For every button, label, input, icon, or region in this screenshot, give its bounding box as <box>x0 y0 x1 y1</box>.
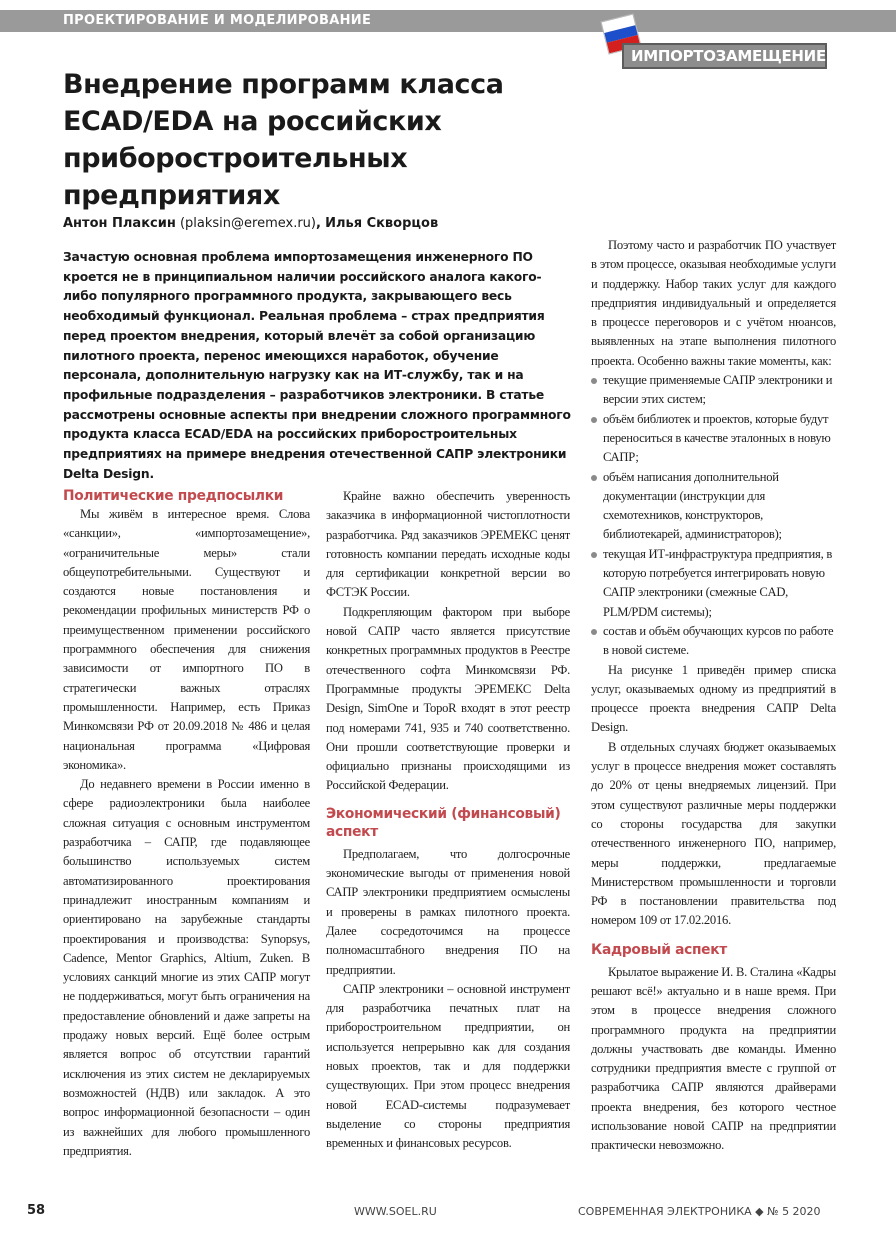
magazine-issue: СОВРЕМЕННАЯ ЭЛЕКТРОНИКА ◆ № 5 2020 <box>578 1205 821 1218</box>
list-item: состав и объём обучающих курсов по работе в новой системе. <box>591 622 836 661</box>
paragraph: На рисунке 1 приведён пример списка услуг, оказываемых одному из предприятий в процессе проекта внедрения САПР Delta Design. <box>591 662 836 735</box>
paragraph: Предполагаем, что долгосрочные экономические выгоды от применения новой САПР электроники предприятием осмыслены и проверены в рамках пилотного проекта. Далее сосредоточимся на процессе полномасштабного внедрения ПО на предприятии. <box>326 846 570 977</box>
page-number: 58 <box>27 1203 46 1218</box>
import-substitution-badge <box>622 43 827 69</box>
paragraph: В отдельных случаях бюджет оказываемых услуг в процессе внедрения может составлять до 20% от цены внедряемых лицензий. При этом существуют различные меры поддержки со стороны государства для закупки отечественного инженерного ПО, например, меры поддержки, предлагаемые Министерством промышленности и торговли РФ в постановлении правительства под номером 109 от 17.02.2016. <box>591 739 836 928</box>
list-item: объём написания дополнительной документации (инструкции для схемотехников, конструкторов, библиотекарей, администраторов); <box>591 468 836 545</box>
paragraph: Мы живём в интересное время. Слова «санкции», «импортозамещение», «ограничительные меры» стали общеупотребительными. Существуют и создаются новые постановления и рекомендации профильных министерств РФ о преимущественном применении российского программного обеспечения для снижения зависимости от импортного ПО в стратегически важных отраслях промышленности. Например, есть Приказ Минкомсвязи РФ от 20.09.2018 № 486 и целая национальная программа «Цифровая экономика». <box>63 507 310 772</box>
section-heading-political: Политические предпосылки <box>63 488 284 504</box>
authors-line <box>63 216 438 231</box>
column-3 <box>591 236 836 1156</box>
section-heading-economic: Экономический (финансовый) аспект <box>326 805 561 840</box>
paragraph: Подкрепляющим фактором при выборе новой САПР часто является присутствие конкретных программных продуктов в Реестре отечественного софта Минкомсвязи РФ. Программные продукты ЭРЕМЕКС Delta Design, SimOne и TopoR входят в этот реестр под номерами 741, 935 и 740 соответственно. Они прошли соответствующие проверки и официально признаны происходящими из Российской Федерации. <box>326 604 570 793</box>
rubric-label: ПРОЕКТИРОВАНИЕ И МОДЕЛИРОВАНИЕ <box>63 13 372 28</box>
title-line-1: Внедрение программ класса <box>63 69 504 100</box>
paragraph: Крайне важно обеспечить уверенность заказчика в информационной чистоплотности разработчика. Ряд заказчиков ЭРЕМЕКС ценят готовность компании передать исходные коды для сертификации конкретной версии во ФСТЭК России. <box>326 489 570 600</box>
list-item: текущая ИТ-инфраструктура предприятия, в которую потребуется интегрировать новую САПР электроники (смежные CAD, PLM/PDM системы); <box>591 545 836 622</box>
section-heading-personnel: Кадровый аспект <box>591 941 728 958</box>
rubric-bar <box>0 10 896 32</box>
badge-label: ИМПОРТОЗАМЕЩЕНИЕ <box>631 47 826 65</box>
title-line-3: приборостроительных предприятиях <box>63 143 408 211</box>
list-item: объём библиотек и проектов, которые будут переноситься в качестве эталонных в новую САПР; <box>591 410 836 468</box>
column-2 <box>326 487 570 1154</box>
paragraph: Поэтому часто и разработчик ПО участвует в этом процессе, оказывая необходимые услуги и поддержку. Набор таких услуг для каждого предприятия индивидуальный и определяется в процессе переговоров и с учётом нюансов, выявленных на этапе выполнения пилотного проекта. Особенно важны такие моменты, как: <box>591 238 836 368</box>
paragraph: Крылатое выражение И. В. Сталина «Кадры решают всё!» актуально и в наше время. При этом в процессе внедрения сложного программного продукта на предприятии должны участвовать две команды. Именно сотрудники предприятия вместе с группой от разработчика САПР являются драйверами проекта внедрения, без которого честное использование новой САПР на предприятии практически невозможно. <box>591 964 836 1153</box>
article-abstract: Зачастую основная проблема импортозамещения инженерного ПО кроется не в принципиальном наличии российского аналога какого-либо популярного программного продукта, закрывающего весь необходимый функционал. Реальная проблема – страх предприятия перед проектом внедрения, который влечёт за собой организацию пилотного проекта, перенос имеющихся наработок, обучение персонала, дополнительную нагрузку как на ИТ-службу, так и на профильные подразделения – разработчиков электроники. В статье рассмотрены основные аспекты при внедрении сложного программного продукта класса ECAD/EDA на российских приборостроительных предприятиях на примере внедрения отечественной САПР электроники Delta Design. <box>63 250 571 481</box>
page-footer <box>0 1203 896 1223</box>
author-2-name: Илья Скворцов <box>325 216 439 231</box>
author-1-email: (plaksin@eremex.ru) <box>179 216 316 231</box>
site-link[interactable]: WWW.SOEL.RU <box>354 1205 437 1218</box>
list-item: текущие применяемые САПР электроники и версии этих систем; <box>591 371 836 410</box>
column-1 <box>63 487 310 1161</box>
paragraph: САПР электроники – основной инструмент для разработчика печатных плат на приборостроительном предприятии, он используется непрерывно как для создания новых проектов, так и для поддержки существующих. При этом процесс внедрения новой ECAD-системы подразумевает выделение со стороны предприятия временных и финансовых ресурсов. <box>326 981 570 1151</box>
article-title <box>63 66 623 214</box>
author-separator: , <box>315 216 321 231</box>
title-line-2: ECAD/EDA на российских <box>63 106 442 137</box>
paragraph: До недавнего времени в России именно в сфере радиоэлектроники была наиболее сложная ситуация с основным инструментом разработчика – САПР, где подавляющее большинство используемых систем автоматизированного проектирования принадлежит иностранным компаниям и ориентировано на зарубежные стандарты проектирования и производства: Synopsys, Cadence, Mentor Graphics, Altium, Zuken. В условиях санкций многие из этих САПР могут не поддерживаться, могут быть ограничения на предоставление обновлений и даже запреты на продажу новых версий. Ещё более острым является вопрос об отсутствии гарантий исключения из этих систем не декларируемых возможностей (НДВ) или закладок. А это вопрос информационной безопасности – один из важнейших для любого промышленного предприятия. <box>63 777 310 1158</box>
author-1-name: Антон Плаксин <box>63 216 176 231</box>
aspects-list <box>591 371 836 660</box>
